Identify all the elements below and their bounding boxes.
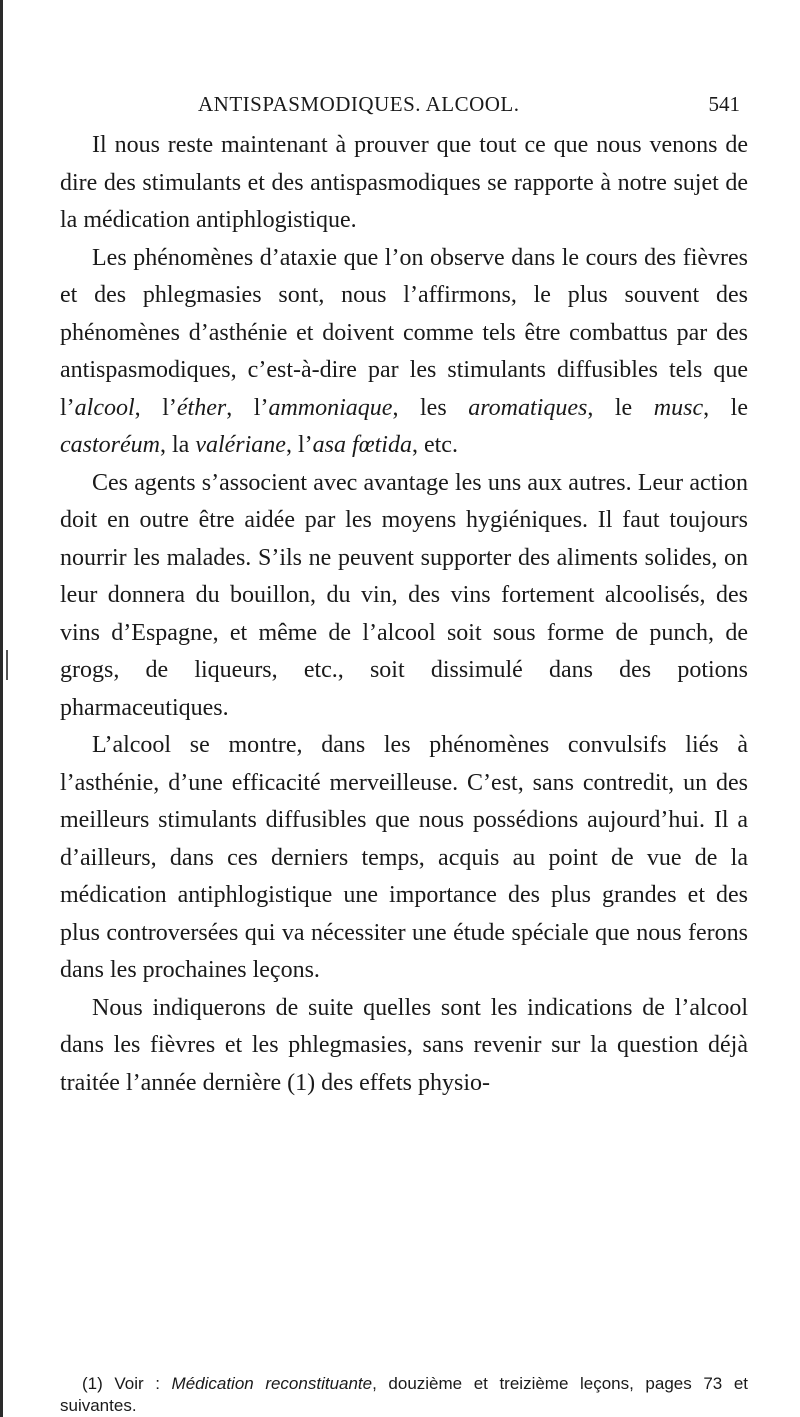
paragraph-5: Nous indiquerons de suite quelles sont les indications de l’alcool dans les fièvres et les phlegmasies, sans revenir sur la question déjà traitée l’année dernière (1) des effets physio- [60,994,748,1096]
page-edge [0,0,3,1417]
page-number: 541 [708,92,740,116]
running-head: ANTISPASMODIQUES. ALCOOL. [198,92,520,116]
term-castoreum: castoréum [60,432,160,458]
footnote-marker: (1) Voir : [82,1374,172,1393]
body-text [60,127,748,1102]
paragraph-2: Les phénomènes d’ataxie que l’on observe dans le cours des fièvres et des phlegmasies sont, nous l’affirmons, le plus souvent des phénomènes d’asthénie et doivent comme tels être combattus par des antispasmodiques, c’est-à-dire par les stimulants diffusibles tels que l’alcool, l’éther, l’ammoniaque, les aromatiques, le musc, le castoréum, la valériane, l’asa fœtida, etc. [60,244,748,458]
paragraph-3: Ces agents s’associent avec avantage les uns aux autres. Leur action doit en outre être aidée par les moyens hygiéniques. Il faut toujours nourrir les malades. S’ils ne peuvent supporter des aliments solides, on leur donnera du bouillon, du vin, des vins fortement alcoolisés, des vins d’Espagne, et même de l’alcool soit sous forme de punch, de grogs, de liqueurs, etc., soit dissimulé dans des potions pharmaceutiques. [60,469,748,721]
term-valeriane: valériane [195,432,286,458]
footnote-text [60,1373,748,1417]
paragraph-4: L’alcool se montre, dans les phénomènes convulsifs liés à l’asthénie, d’une efficacité merveilleuse. C’est, sans contredit, un des meilleurs stimulants diffusibles que nous possédions aujourd’hui. Il a d’ailleurs, dans ces derniers temps, acquis au point de vue de la médication antiphlogistique une importance des plus grandes et des plus controversées qui va nécessiter une étude spéciale que nous ferons dans les prochaines leçons. [60,732,748,983]
footnote [60,1373,748,1417]
term-asa-foetida: asa fœtida [312,432,412,458]
term-alcool: alcool [74,394,135,421]
term-musc: musc [653,394,704,421]
footnote-rest: , douzième et treizième leçons, pages 73 et suivantes. [60,1374,748,1415]
term-aromatiques: aromatiques [468,394,588,421]
paragraph-2-text: Les phénomènes d’ataxie que l’on observe dans le cours des fièvres et des phlegmasies sont, nous l’affirmons, le plus souvent des phénomènes d’asthénie et doivent comme tels être combattus par des antispasmodiques, c’est-à-dire par les stimulants diffusibles tels que [60,244,748,383]
footnote-title: Médication reconstituante [171,1374,373,1393]
term-ether: éther [176,394,227,421]
term-ammoniaque: ammoniaque [268,394,393,421]
page-edge-mark [6,650,8,680]
paragraph-1: Il nous reste maintenant à prouver que tout ce que nous venons de dire des stimulants et des antispasmodiques se rapporte à notre sujet de la médication antiphlogistique. [60,132,748,233]
page-header [60,92,740,122]
